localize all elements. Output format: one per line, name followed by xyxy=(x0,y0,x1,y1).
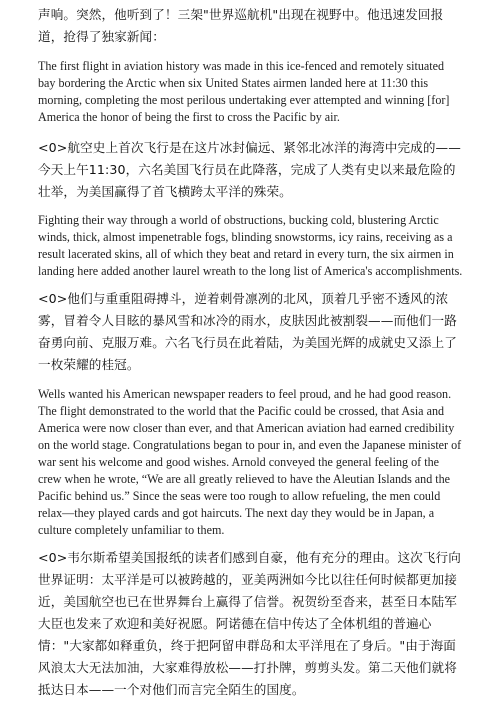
paragraph-english-obstructions: Fighting their way through a world of obstructions, bucking cold, blustering Arctic winds, thick, almost impenetrable fogs, blinding snowstorms, icy rains, receiving as a result lacerated skins, all of which they beat and retard in every turn, the six airmen in landing here added another laurel wreath to the long list of America's accomplishments. xyxy=(38,213,463,278)
paragraph-english-wells: Wells wanted his American newspaper readers to feel proud, and he had good reason. The flight demonstrated to the world that the Pacific could be crossed, that Asia and America were now closer than ever, and that American aviation had earned credibility on the world stage. Congratulations began to pour in, and even the Japanese minister of war sent his welcome and good wishes. Arnold conveyed the general feeling of the crew when he wrote, “We are all greatly relieved to have the Aleutian Islands and the Pacific behind us.” Since the seas were too rough to allow refueling, the men could relax—they played cards and got haircuts. The next day they would be in Japan, a culture completely unfamiliar to them. xyxy=(38,387,462,537)
paragraph-chinese-intro: 声响。突然，他听到了！三架"世界巡航机"出现在视野中。他迅速发回报道，抢得了独家新闻： xyxy=(38,7,444,44)
paragraph-chinese-obstructions: <0>他们与重重阻碍搏斗，逆着刺骨凛冽的北风，顶着几乎密不透风的浓雾，冒着令人目眩的暴风雪和冰冷的雨水，皮肤因此被割裂——而他们一路奋勇向前、克服万难。六名飞行员在此着陆，为美国光辉的成就史又添上了一枚荣耀的桂冠。 xyxy=(38,291,457,372)
paragraph-english-dispatch: The first flight in aviation history was made in this ice-fenced and remotely situated bay bordering the Arctic when six United States airmen landed here at 11:30 this morning, completing the most perilous undertaking ever attempted and winning [for] America the honor of being the first to cross the Pacific by air. xyxy=(38,59,450,124)
paragraph-chinese-dispatch: <0>航空史上首次飞行是在这片冰封偏远、紧邻北冰洋的海湾中完成的——今天上午11:30，六名美国飞行员在此降落，完成了人类有史以来最危险的壮举，为美国赢得了首飞横跨太平洋的殊荣。 xyxy=(38,140,461,199)
paragraph-chinese-wells: <0>韦尔斯希望美国报纸的读者们感到自豪，他有充分的理由。这次飞行向世界证明：太平洋是可以被跨越的，亚美两洲如今比以往任何时候都更加接近，美国航空也已在世界舞台上赢得了信誉。祝贺纷至沓来，甚至日本陆军大臣也发来了欢迎和美好祝愿。阿诺德在信中传达了全体机组的普遍心情："大家都如释重负，终于把阿留申群岛和太平洋甩在了身后。"由于海面风浪太大无法加油，大家难得放松——打扑牌，剪剪头发。第二天他们就将抵达日本——一个对他们而言完全陌生的国度。 xyxy=(38,550,461,697)
